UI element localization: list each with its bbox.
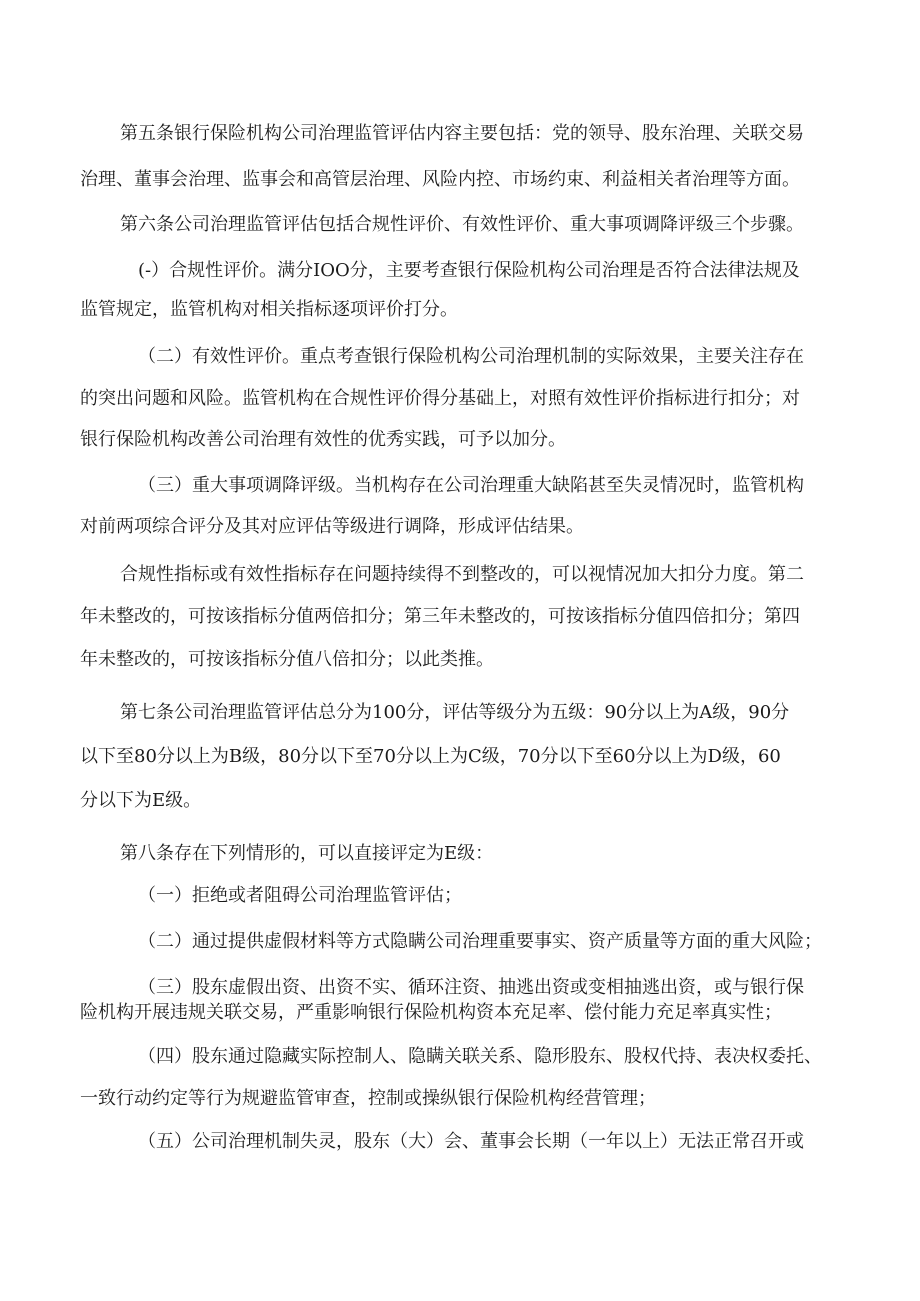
article-6-note-line-3: 年未整改的，可按该指标分值八倍扣分；以此类推。	[80, 649, 494, 670]
article-7-line-2: 以下至80分以上为B级，80分以下至70分以上为C级，70分以下至60分以上为D级，60	[80, 746, 781, 767]
article-5-line-2: 治理、董事会治理、监事会和高管层治理、风险内控、市场约束、利益相关者治理等方面。	[80, 169, 800, 190]
article-6-note-line-2: 年未整改的，可按该指标分值两倍扣分；第三年未整改的，可按该指标分值四倍扣分；第四	[80, 606, 800, 627]
article-7-line-1: 第七条公司治理监管评估总分为100分，评估等级分为五级：90分以上为A级，90分	[120, 702, 790, 723]
article-8-item-5-line-1: （五）公司治理机制失灵，股东（大）会、董事会长期（一年以上）无法正常召开或	[138, 1131, 804, 1152]
article-8-item-4-line-2: 一致行动约定等行为规避监管审查，控制或操纵银行保险机构经营管理；	[80, 1088, 656, 1109]
article-6-item-2-line-2: 的突出问题和风险。监管机构在合规性评价得分基础上，对照有效性评价指标进行扣分；对	[80, 388, 800, 409]
article-5-line-1: 第五条银行保险机构公司治理监管评估内容主要包括：党的领导、股东治理、关联交易	[120, 123, 804, 144]
article-6-line-1: 第六条公司治理监管评估包括合规性评价、有效性评价、重大事项调降评级三个步骤。	[120, 214, 804, 235]
article-6-item-1-line-2: 监管规定，监管机构对相关指标逐项评价打分。	[80, 299, 458, 320]
article-8-item-2: （二）通过提供虚假材料等方式隐瞒公司治理重要事实、资产质量等方面的重大风险；	[138, 931, 822, 952]
article-6-item-3-line-1: （三）重大事项调降评级。当机构存在公司治理重大缺陷甚至失灵情况时，监管机构	[138, 475, 804, 496]
article-7-line-3: 分以下为E级。	[80, 790, 202, 811]
article-8-item-1: （一）拒绝或者阻碍公司治理监管评估；	[138, 885, 462, 906]
article-8-item-3-line-1: （三）股东虚假出资、出资不实、循环注资、抽逃出资或变相抽逃出资，或与银行保	[138, 977, 804, 998]
article-6-item-3-line-2: 对前两项综合评分及其对应评估等级进行调降，形成评估结果。	[80, 516, 584, 537]
article-6-item-1-line-1: (-）合规性评价。满分IOO分，主要考查银行保险机构公司治理是否符合法律法规及	[138, 260, 800, 281]
article-8-item-4-line-1: （四）股东通过隐藏实际控制人、隐瞒关联关系、隐形股东、股权代持、表决权委托、	[138, 1046, 822, 1067]
article-8-item-3-line-2: 险机构开展违规关联交易，严重影响银行保险机构资本充足率、偿付能力充足率真实性；	[80, 1002, 782, 1023]
article-8-line-1: 第八条存在下列情形的，可以直接评定为E级：	[120, 843, 494, 864]
article-6-item-2-line-3: 银行保险机构改善公司治理有效性的优秀实践，可予以加分。	[80, 429, 566, 450]
article-6-note-line-1: 合规性指标或有效性指标存在问题持续得不到整改的，可以视情况加大扣分力度。第二	[120, 564, 804, 585]
article-6-item-2-line-1: （二）有效性评价。重点考查银行保险机构公司治理机制的实际效果，主要关注存在	[138, 346, 804, 367]
